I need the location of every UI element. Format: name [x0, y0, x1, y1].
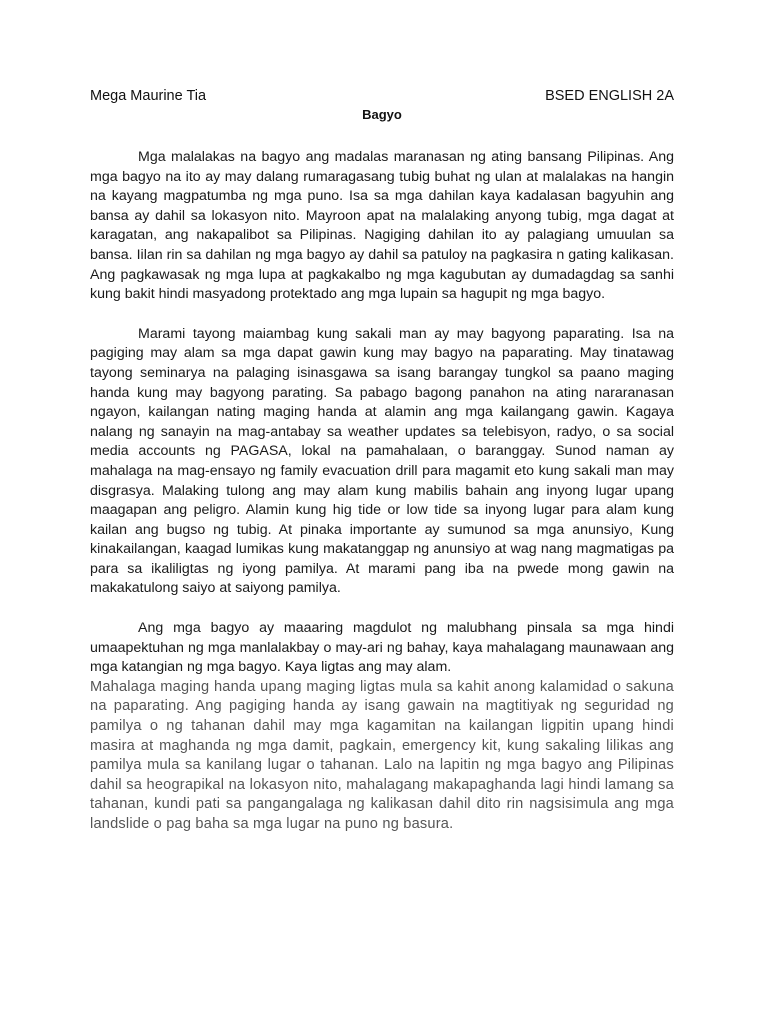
- paragraph-3-tail: Mahalaga maging handa upang maging ligtas mula sa kahit anong kalamidad o sakuna na paparating. Ang pagiging handa ay isang gawain na magtitiyak ng seguridad ng pamilya o ng tahanan dahil may mga kagamitan na kailangan ligpitin upang hindi masira at maghanda ng mga damit, pagkain, emergency kit, kung sakaling lilikas ang pamilya mula sa kanilang lugar o tahanan. Lalo na lapitin ng mga bagyo ang Pilipinas dahil sa heograpikal na lokasyon nito, mahalagang makapaghanda lagi hindi lamang sa tahanan, kundi pati sa pangangalaga ng kalikasan dahil dito rin nagsisimula ang mga landslide o pag baha sa mga lugar na puno ng basura.: [90, 678, 674, 832]
- author-name: Mega Maurine Tia: [90, 88, 207, 104]
- document-page: [90, 86, 674, 835]
- course-section: BSED ENGLISH 2A: [545, 88, 674, 104]
- paragraph-1: Mga malalakas na bagyo ang madalas maranasan ng ating bansang Pilipinas. Ang mga bagyo na ito ay may dalang rumaragasang tubig buhat ng ulan at malalakas na hangin na kayang magpatumba ng mga puno. Isa sa mga dahilan kaya kadalasan bagyuhin ang bansa ay dahil sa lokasyon nito. Mayroon apat na malalaking anyong tubig, mga dagat at karagatan, ang nakapalibot sa Pilipinas. Nagiging dahilan ito ay palagiang umuulan sa bansa. Iilan rin sa dahilan ng mga bagyo ay dahil sa patuloy na pagkasira n gating kalikasan. Ang pagkawasak ng mga lupa at pagkakalbo ng mga kagubutan ay dumadagdag sa sanhi kung bakit hindi masyadong protektado ang mga lupain sa hagupit ng mga bagyo.: [90, 149, 674, 303]
- paragraph-3-lead: Ang mga bagyo ay maaaring magdulot ng malubhang pinsala sa mga hindi umaapektuhan ng mga manlalakbay o may-ari ng bahay, kaya mahalagang maunawaan ang mga katangian ng mga bagyo. Kaya ligtas ang may alam.: [90, 620, 674, 676]
- paragraph-3: [90, 619, 674, 835]
- document-title: Bagyo: [362, 107, 402, 122]
- document-header: [90, 86, 674, 106]
- paragraph-2: Marami tayong maiambag kung sakali man ay may bagyong paparating. Isa na pagiging may alam sa mga dapat gawin kung may bagyo na paparating. May tinatawag tayong seminarya na palaging isinasgawa sa isang barangay tungkol sa paano maging handa kung may bagyong parating. Sa pabago bagong panahon na ating nararanasan ngayon, kailangan nating maging handa at alamin ang mga kailangang gawin. Kagaya nalang ng sanayin na mag-antabay sa weather updates sa telebisyon, radyo, o sa social media accounts ng PAGASA, lokal na pamahalaan, o baranggay. Sunod naman ay mahalaga na mag-ensayo ng family evacuation drill para magamit eto kung sakali man may disgrasya. Malaking tulong ang may alam kung mabilis bahain ang inyong lugar upang maagapan ang peligro. Alamin kung hig tide or low tide sa inyong lugar para alam kung kailan ang bugso ng tubig. At pinaka importante ay sumunod sa mga anunsiyo, Kung kinakailangan, kaagad lumikas kung makatanggap ng anunsiyo at wag nang magmatigas pa para sa ikaliligtas ng iyong pamilya. At marami pang iba na pwede mong gawin na makakatulong saiyo at saiyong pamilya.: [90, 325, 674, 597]
